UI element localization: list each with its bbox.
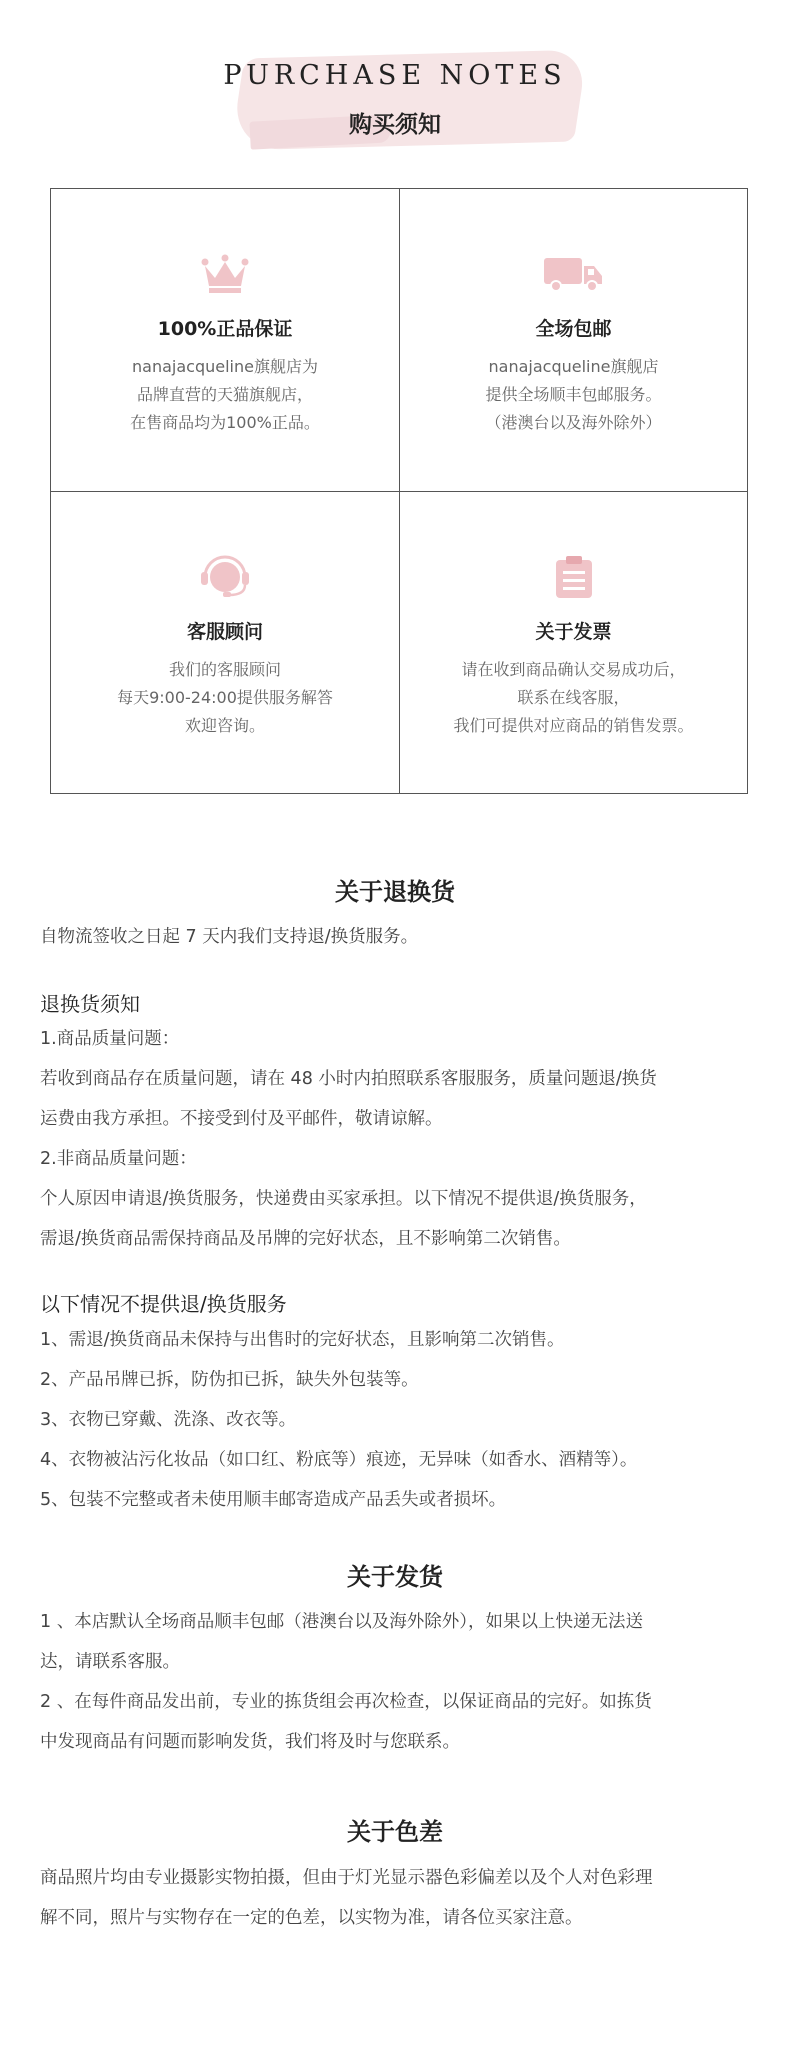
feature-title: 客服顾问 — [186, 621, 263, 643]
title-chinese: 购买须知 — [349, 112, 441, 138]
feature-line: nanajacqueline旗舰店为 — [132, 357, 318, 376]
title-english: PURCHASE NOTES — [223, 60, 567, 91]
color-line: 商品照片均由专业摄影实物拍摄，但由于灯光显示器色彩偏差以及个人对色彩理 — [40, 1868, 653, 1888]
feature-description — [400, 353, 747, 437]
feature-line: nanajacqueline旗舰店 — [488, 357, 659, 376]
feature-title: 100%正品保证 — [157, 318, 293, 340]
feature-free-shipping — [399, 189, 747, 491]
feature-line: 品牌直营的天猫旗舰店， — [136, 385, 313, 404]
feature-line: 欢迎咨询。 — [184, 716, 265, 735]
feature-description — [51, 656, 399, 740]
returns-intro — [40, 917, 750, 957]
feature-line: 联系在线客服， — [517, 688, 630, 707]
shipping-line: 中发现商品有问题而影响发货，我们将及时与您联系。 — [40, 1732, 460, 1752]
truck-icon — [542, 254, 606, 294]
clipboard-icon — [554, 554, 594, 600]
color-difference-title: 关于色差 — [347, 1818, 443, 1846]
feature-description — [400, 656, 747, 740]
returns-exclusion-title: 以下情况不提供退/换货服务 — [40, 1292, 287, 1316]
exclusion-item: 4、衣物被沾污化妆品（如口红、粉底等）痕迹，无异味（如香水、酒精等）。 — [40, 1450, 638, 1470]
returns-notice-body — [40, 1019, 750, 1259]
feature-invoice — [399, 491, 747, 793]
feature-line: 每天9:00-24:00提供服务解答 — [117, 688, 333, 707]
notice-line: 若收到商品存在质量问题，请在 48 小时内拍照联系客服服务，质量问题退/换货 — [40, 1069, 657, 1089]
feature-line: （港澳台以及海外除外） — [485, 413, 662, 432]
returns-intro-text: 自物流签收之日起 7 天内我们支持退/换货服务。 — [40, 927, 419, 947]
notice-line: 1.商品质量问题： — [40, 1029, 180, 1049]
color-line: 解不同，照片与实物存在一定的色差，以实物为准，请各位买家注意。 — [40, 1908, 583, 1928]
feature-title: 关于发票 — [535, 621, 612, 643]
feature-title: 全场包邮 — [535, 318, 612, 340]
exclusion-item: 2、产品吊牌已拆，防伪扣已拆，缺失外包装等。 — [40, 1370, 419, 1390]
shipping-line: 1 、本店默认全场商品顺丰包邮（港澳台以及海外除外），如果以上快递无法送 — [40, 1612, 643, 1632]
feature-line: 我们的客服顾问 — [168, 660, 281, 679]
exclusion-item: 1、需退/换货商品未保持与出售时的完好状态，且影响第二次销售。 — [40, 1330, 565, 1350]
feature-line: 提供全场顺丰包邮服务。 — [485, 385, 662, 404]
returns-title: 关于退换货 — [335, 878, 455, 906]
returns-exclusion-list — [40, 1320, 750, 1520]
shipping-body — [40, 1602, 750, 1762]
shipping-title: 关于发货 — [347, 1563, 443, 1591]
exclusion-item: 5、包装不完整或者未使用顺丰邮寄造成产品丢失或者损坏。 — [40, 1490, 507, 1510]
feature-authentic — [51, 189, 399, 491]
feature-description — [51, 353, 399, 437]
feature-grid — [50, 188, 748, 794]
notice-line: 运费由我方承担。不接受到付及平邮件，敬请谅解。 — [40, 1109, 443, 1129]
notice-line: 需退/换货商品需保持商品及吊牌的完好状态，且不影响第二次销售。 — [40, 1229, 571, 1249]
returns-notice-title: 退换货须知 — [40, 992, 140, 1016]
feature-line: 在售商品均为100%正品。 — [130, 413, 320, 432]
feature-line: 请在收到商品确认交易成功后， — [461, 660, 686, 679]
shipping-line: 达，请联系客服。 — [40, 1652, 180, 1672]
shipping-line: 2 、在每件商品发出前，专业的拣货组会再次检查，以保证商品的完好。如拣货 — [40, 1692, 652, 1712]
exclusion-item: 3、衣物已穿戴、洗涤、改衣等。 — [40, 1410, 297, 1430]
notice-line: 个人原因申请退/换货服务，快递费由买家承担。以下情况不提供退/换货服务， — [40, 1189, 647, 1209]
color-difference-body — [40, 1858, 750, 1938]
crown-icon — [201, 254, 249, 294]
notice-line: 2.非商品质量问题： — [40, 1149, 197, 1169]
feature-customer-service — [51, 491, 399, 793]
header — [0, 0, 790, 160]
headset-icon — [199, 555, 251, 599]
feature-line: 我们可提供对应商品的销售发票。 — [453, 716, 694, 735]
